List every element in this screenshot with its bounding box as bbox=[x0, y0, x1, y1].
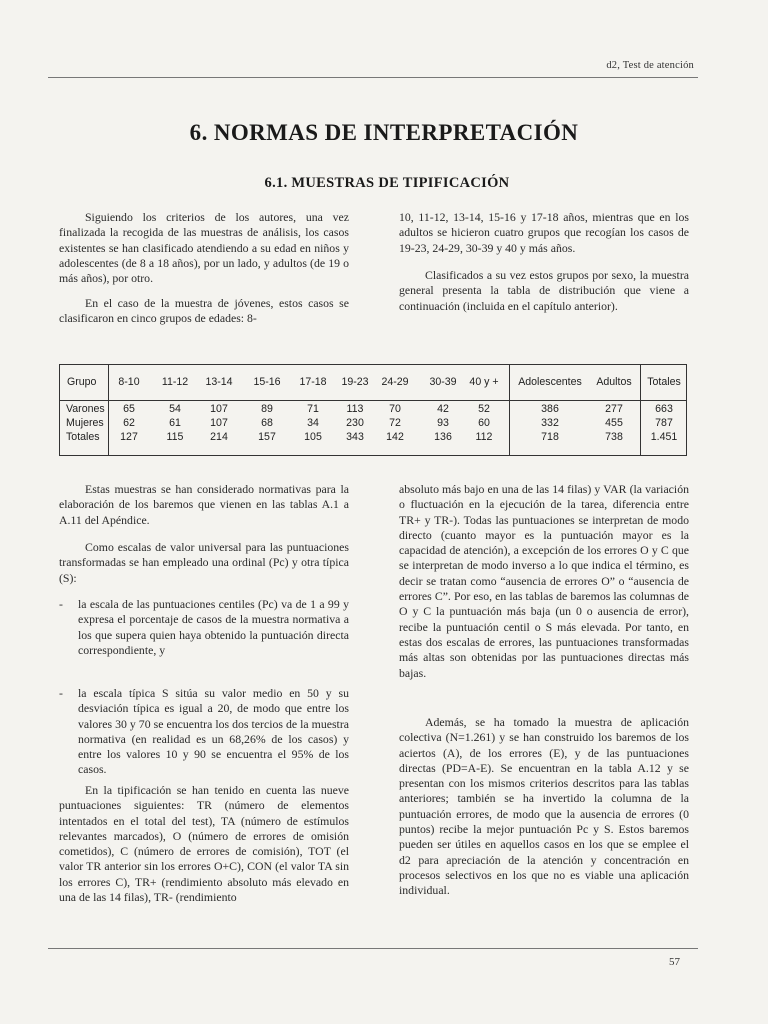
table-header-cell: 30-39 bbox=[429, 376, 457, 388]
table-header-cell: 13-14 bbox=[205, 376, 233, 388]
body-paragraph-1: Estas muestras se han considerado normativas para la elaboración de los baremos que vienen en las tablas A.1 a A.11 del Apéndice. bbox=[59, 482, 349, 527]
table-cell: 112 bbox=[475, 431, 493, 443]
table-cell: 115 bbox=[166, 431, 184, 443]
table-header-cell: 17-18 bbox=[299, 376, 327, 388]
table-cell: 214 bbox=[210, 431, 228, 443]
table-column-divider bbox=[640, 365, 641, 455]
table-cell: 787 bbox=[655, 417, 673, 429]
table-cell: 71 bbox=[307, 403, 319, 415]
table-header-cell: 24-29 bbox=[381, 376, 409, 388]
body-paragraph-5: Además, se ha tomado la muestra de aplicación colectiva (N=1.261) y se han construido los baremos de los aciertos (A), de los errores (E), y de las puntuaciones directas (PD=A-E). Se encuentran en la tabla A.12 y se presentan con los mismos criterios descritos para las tablas anteriores; también se ha invertido la columna de la puntuación errores, de modo que la ausencia de errores (0 puntos) recibe la mejor puntuación Pc y S. Estos baremos pueden ser útiles en aquellos casos en los que se emplee el d2 para apreciación de la atención y concentración en procesos selectivos en los que no es viable una aplicación individual. bbox=[399, 715, 689, 898]
chapter-title: 6. NORMAS DE INTERPRETACIÓN bbox=[189, 120, 579, 145]
table-header-cell: Grupo bbox=[67, 376, 97, 388]
table-cell: 93 bbox=[437, 417, 449, 429]
table-cell: 332 bbox=[541, 417, 559, 429]
bullet-marker: - bbox=[59, 597, 63, 611]
table-row-label: Mujeres bbox=[66, 417, 104, 429]
page-number: 57 bbox=[669, 956, 680, 968]
table-header-cell: 11-12 bbox=[161, 376, 189, 388]
table-header-cell: 40 y + bbox=[469, 376, 499, 388]
header-divider bbox=[48, 77, 698, 78]
intro-paragraph-4: Clasificados a su vez estos grupos por sexo, la muestra general presenta la tabla de distribución que viene a continuación (incluida en el capítulo anterior). bbox=[399, 268, 689, 313]
bullet-item-1: la escala de las puntuaciones centiles (Pc) va de 1 a 99 y expresa el porcentaje de casos de la muestra normativa a los que supera quien haya obtenido la puntuación directa correspondiente, y bbox=[78, 597, 349, 657]
table-cell: 343 bbox=[346, 431, 364, 443]
bullet-item-2: la escala típica S sitúa su valor medio en 50 y su desviación típica es igual a 20, de modo que entre los valores 30 y 70 se encuentra los dos tercios de la muestra normativa (en realidad es un 68,26% de los casos) y entre los valores 10 y 90 se encuentra el 95% de los casos. bbox=[78, 686, 349, 777]
table-cell: 70 bbox=[389, 403, 401, 415]
intro-paragraph-3: 10, 11-12, 13-14, 15-16 y 17-18 años, mientras que en los adultos se hicieron cuatro grupos que recogían los casos de 19-23, 24-29, 30-39 y 40 y más años. bbox=[399, 210, 689, 255]
table-cell: 1.451 bbox=[650, 431, 678, 443]
table-cell: 142 bbox=[386, 431, 404, 443]
table-column-divider bbox=[509, 365, 510, 455]
table-cell: 65 bbox=[123, 403, 135, 415]
table-cell: 455 bbox=[605, 417, 623, 429]
table-cell: 718 bbox=[541, 431, 559, 443]
table-header-divider bbox=[60, 400, 686, 401]
table-cell: 42 bbox=[437, 403, 449, 415]
table-cell: 157 bbox=[258, 431, 276, 443]
table-cell: 230 bbox=[346, 417, 364, 429]
table-header-cell: 15-16 bbox=[253, 376, 281, 388]
table-cell: 52 bbox=[478, 403, 490, 415]
table-cell: 113 bbox=[346, 403, 364, 415]
intro-paragraph-2: En el caso de la muestra de jóvenes, estos casos se clasificaron en cinco grupos de edades: 8- bbox=[59, 296, 349, 326]
table-cell: 61 bbox=[169, 417, 181, 429]
table-cell: 107 bbox=[210, 417, 228, 429]
bullet-marker: - bbox=[59, 686, 63, 700]
table-header-cell: Adultos bbox=[596, 376, 632, 388]
distribution-table bbox=[59, 364, 687, 456]
table-row-label: Totales bbox=[66, 431, 100, 443]
body-paragraph-3: En la tipificación se han tenido en cuenta las nueve puntuaciones siguientes: TR (número de elementos intentados en el total del test), TA (número de estímulos relevantes marcados), O (número de errores de omisión cometidos), C (número de errores de comisión), TOT (el valor TR anterior sin los errores O+C), CON (el valor TA sin los errores C), TR+ (rendimiento absoluto más elevado en una de las 14 filas), TR- (rendimiento bbox=[59, 783, 349, 905]
table-column-divider bbox=[108, 365, 109, 455]
table-cell: 62 bbox=[123, 417, 135, 429]
table-cell: 60 bbox=[478, 417, 490, 429]
running-header: d2, Test de atención bbox=[606, 60, 694, 71]
body-paragraph-2: Como escalas de valor universal para las puntuaciones transformadas se han empleado una ordinal (Pc) y otra típica (S): bbox=[59, 540, 349, 585]
table-cell: 386 bbox=[541, 403, 559, 415]
table-header-cell: Totales bbox=[647, 376, 681, 388]
intro-paragraph-1: Siguiendo los criterios de los autores, una vez finalizada la recogida de las muestras de análisis, los casos existentes se han clasificado atendiendo a su edad en niños y adolescentes (de 8 a 18 años), por un lado, y adultos (de 19 o más años), por otro. bbox=[59, 210, 349, 286]
table-cell: 107 bbox=[210, 403, 228, 415]
table-cell: 54 bbox=[169, 403, 181, 415]
table-cell: 105 bbox=[304, 431, 322, 443]
table-header-cell: 8-10 bbox=[118, 376, 140, 388]
table-header-cell: 19-23 bbox=[341, 376, 369, 388]
table-cell: 738 bbox=[605, 431, 623, 443]
table-row-label: Varones bbox=[66, 403, 105, 415]
footer-divider bbox=[48, 948, 698, 949]
table-cell: 34 bbox=[307, 417, 319, 429]
table-cell: 127 bbox=[120, 431, 138, 443]
section-title: 6.1. MUESTRAS DE TIPIFICACIÓN bbox=[264, 175, 510, 191]
table-cell: 277 bbox=[605, 403, 623, 415]
table-cell: 68 bbox=[261, 417, 273, 429]
table-cell: 663 bbox=[655, 403, 673, 415]
table-header-cell: Adolescentes bbox=[518, 376, 582, 388]
table-cell: 72 bbox=[389, 417, 401, 429]
table-cell: 136 bbox=[434, 431, 452, 443]
body-paragraph-4: absoluto más bajo en una de las 14 filas) y VAR (la variación o fluctuación en la ejecución de la tarea, diferencia entre TR+ y TR-). Todas las puntuaciones se interpretan de modo directo (cuanto mayor es la puntuación mayor es la capacidad de atención), a excepción de los errores O y C que se interpretan de modo inverso a lo que indica el término, es decir se tratan como “ausencia de errores O” o “ausencia de errores C”. Por eso, en las tablas de baremos las columnas de O y C la puntuación más baja (un 0 o ausencia de error), recibe la puntuación centil o S más elevada. Por tanto, en estas dos escalas de errores, las puntuaciones transformadas más altas son obtenidas por las puntuaciones directas más bajas. bbox=[399, 482, 689, 680]
table-cell: 89 bbox=[261, 403, 273, 415]
